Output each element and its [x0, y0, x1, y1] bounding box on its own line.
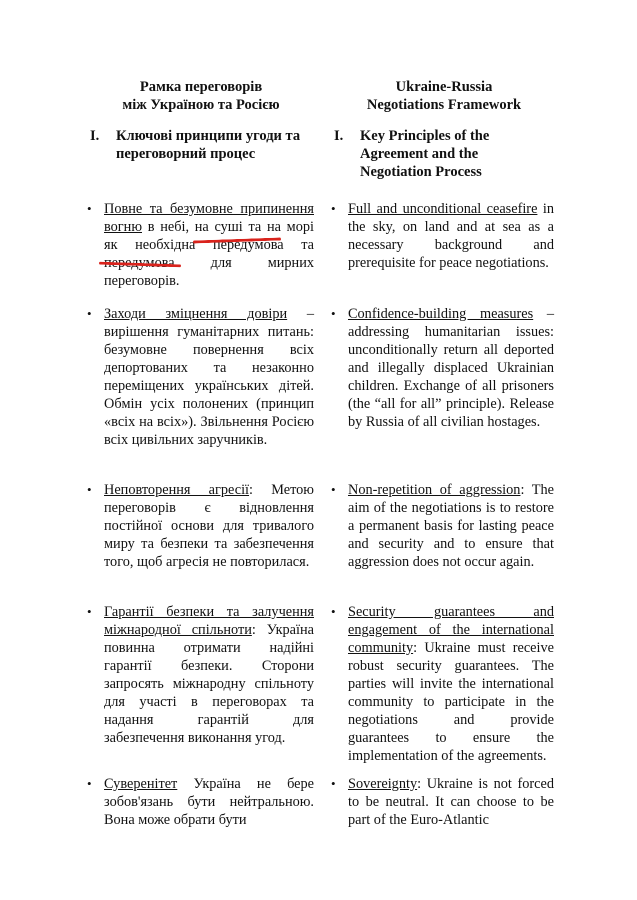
list-item-ua-3: • Неповторення агресії: Метою переговорів є відновлення постійної основи для тривалого миру та безпеки та забезпечення того, щоб агресія не повторилася.	[87, 482, 314, 570]
title-ukrainian: Рамка переговорів між Україною та Росією	[122, 79, 280, 113]
list-item-ua-1: • Повне та безумовне припинення вогню в небі, на суші та на морі як необхідна передумова та передумова для мирних переговорів.	[87, 201, 314, 289]
list-item-en-4: • Security guarantees and engagement of the international community: Ukraine must receive robust security guarantees. The parties will invite the international community to participate in the negotiations and provide guarantees to ensure the implementation of the agreements.	[331, 604, 554, 764]
list-item-en-5: • Sovereignty: Ukraine is not forced to be neutral. It can choose to be part of the Euro-Atlantic	[331, 776, 554, 828]
title-english: Ukraine-Russia Negotiations Framework	[366, 79, 522, 113]
list-item-ua-2: • Заходи зміцнення довіри – вирішення гуманітарних питань: безумовне повернення всіх депортованих та незаконно переміщених українських дітей. Обмін усіх полонених (принцип «всіх на всіх»). Звільнення Росією всіх цивільних заручників.	[87, 306, 314, 448]
list-item-ua-5: • Суверенітет Україна не бере зобов'язань бути нейтральною. Вона може обрати бути	[87, 776, 314, 828]
list-item-en-3: • Non-repetition of aggression: The aim of the negotiations is to restore a permanent basis for lasting peace and security and to ensure that aggression does not occur again.	[331, 482, 555, 570]
list-item-en-2: • Confidence-building measures – addressing humanitarian issues: unconditionally return all deported and illegally displaced Ukrainian children. Exchange of all prisoners (the “all for all” principle). Release by Russia of all civilian hostages.	[331, 306, 554, 430]
list-item-ua-4: • Гарантії безпеки та залучення міжнародної спільноти: Україна повинна отримати надійні гарантії безпеки. Сторони запросять міжнародну спільноту для участі в переговорах та надання гарантій для забезпечення виконання угод.	[87, 604, 314, 746]
list-item-en-1: • Full and unconditional ceasefire in the sky, on land and at sea as a necessary background and prerequisite for peace negotiations.	[331, 201, 554, 271]
document-page: Рамка переговорів між Україною та Росією Ukraine-Russia Negotiations Framework I. Ключові принципи угоди та переговорний процес I. Key Principles of the Agreement and the Negotiation Process • Повне та безумовне припинення вогню в небі, на суші та на морі як необхідна передумова та передумова для мирних переговорів. • Заходи зміцнення довіри – вирішення гуманітарних питань: безумовне повернення всіх депортованих та незаконно переміщених українських дітей. Обмін усіх полонених (принцип «всіх на всіх»). Звільнення Росією всіх цивільних заручників. • Неповторення агресії: Метою переговорів є відновлення постійної основи для тривалого миру та безпеки та забезпечення того, щоб агресія не повторилася. • Гарантії безпеки та залучення міжнародної спільноти: Україна повинна отримати надійні гарантії безпеки. Сторони запросять міжнародну спільноту для участі в переговорах та надання гарантій для забезпечення виконання угод. • Суверенітет Україна не бере зобов'язань бути нейтральною. Вона може обрати бути • Full and unconditional ceasefire in the sky, on land and at sea as a necessary background and prerequisite for peace negotiations. • Confidence-building measures – addressing humanitarian issues: unconditionally return all deported and illegally displaced Ukrainian children. Exchange of all prisoners (the “all for all” principle). Release by Russia of all civilian hostages. • Non-repetition of aggression: The aim of the negotiations is to restore a permanent basis for lasting peace and security and to ensure that aggression does not occur again. • Security guarantees and engagement of the international community: Ukraine must receive robust security guarantees. The parties will invite the international community to participate in the negotiations and provide guarantees to ensure the implementation of the agreements. • Sovereignty: Ukraine is not forced to be neutral. It can choose to be part of the Euro-Atlantic	[87, 79, 555, 828]
